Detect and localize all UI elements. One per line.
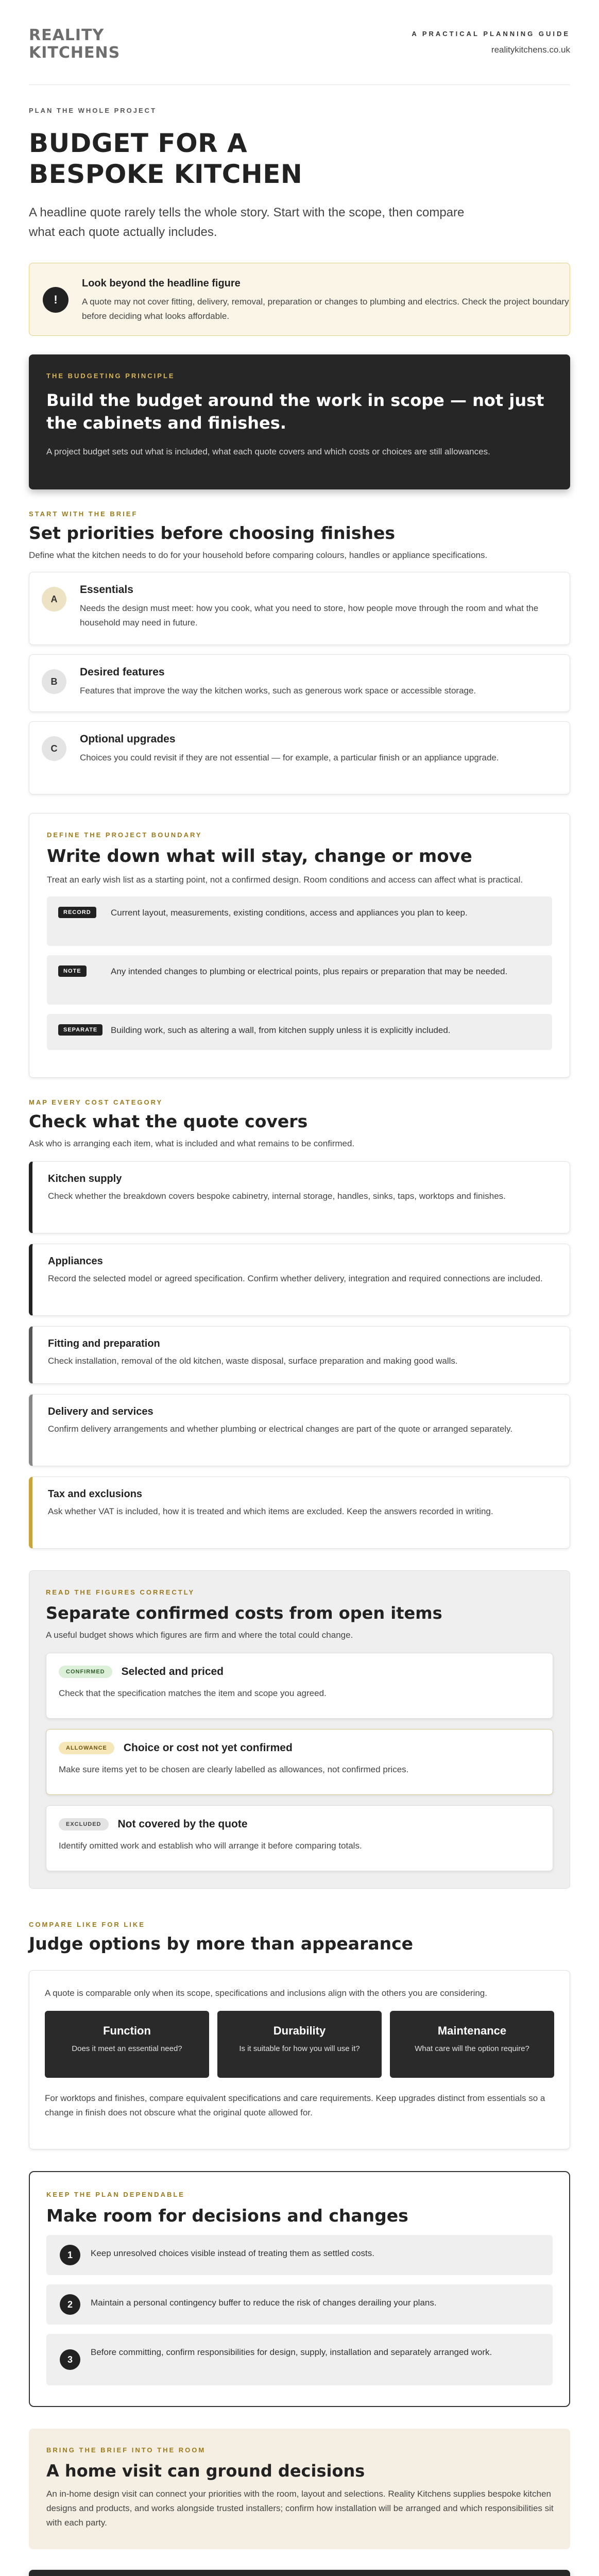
boundary-row-text: Any intended changes to plumbing or electrical points, plus repairs or preparation that may be needed. xyxy=(111,967,508,976)
budgeting-principle-card xyxy=(29,354,570,489)
figures-title: Separate confirmed costs from open items xyxy=(46,1603,442,1623)
excluded-badge: EXCLUDED xyxy=(59,1818,109,1831)
boundary-row-note xyxy=(47,955,552,1005)
notice-title: Look beyond the headline figure xyxy=(82,278,241,289)
logo-line-1: REALITY xyxy=(29,26,105,44)
site-url-link[interactable]: realitykitchens.co.uk xyxy=(491,45,570,55)
priority-card-essentials xyxy=(29,572,570,645)
coverage-card-body: Ask whether VAT is included, how it is treated and which items are excluded. Keep the answers recorded in writing. xyxy=(48,1506,493,1516)
site-header xyxy=(29,0,570,85)
home-visit-section xyxy=(29,2429,570,2549)
figure-card-title: Not covered by the quote xyxy=(117,1818,248,1830)
coverage-title: Check what the quote covers xyxy=(29,1111,308,1131)
boundary-title: Write down what will stay, change or move xyxy=(47,846,472,867)
separate-tag: SEPARATE xyxy=(58,1024,102,1036)
step-number: 2 xyxy=(60,2294,80,2315)
allowance-badge: ALLOWANCE xyxy=(59,1742,114,1754)
figure-card-head xyxy=(59,1818,540,1831)
project-boundary-section xyxy=(29,813,570,1078)
header-meta xyxy=(412,30,570,55)
hero-intro: A headline quote rarely tells the whole story. Start with the scope, then compare what each quote actually includes. xyxy=(29,206,465,239)
figure-card-body: Check that the specification matches the item and scope you agreed. xyxy=(59,1688,327,1698)
compare-card xyxy=(29,1970,570,2149)
coverage-card-title: Appliances xyxy=(48,1256,103,1267)
coverage-card-appliances xyxy=(29,1244,570,1316)
tile-title: Function xyxy=(103,2024,151,2037)
priority-title: Desired features xyxy=(80,666,165,678)
figure-card-title: Selected and priced xyxy=(121,1666,224,1677)
compare-eyebrow: COMPARE LIKE FOR LIKE xyxy=(29,1921,145,1928)
coverage-card-title: Tax and exclusions xyxy=(48,1488,143,1500)
tile-maintenance xyxy=(390,2011,554,2078)
tile-function xyxy=(45,2011,209,2078)
coverage-card-fitting xyxy=(29,1326,570,1384)
decisions-title: Make room for decisions and changes xyxy=(46,2206,408,2226)
tile-title: Maintenance xyxy=(437,2024,507,2037)
tile-question: Does it meet an essential need? xyxy=(72,2044,182,2053)
decision-text: Keep unresolved choices visible instead of treating them as settled costs. xyxy=(91,2248,374,2258)
priority-card-optional xyxy=(29,721,570,794)
tile-durability xyxy=(217,2011,382,2078)
title-line-2: BESPOKE KITCHEN xyxy=(29,159,303,189)
figures-section xyxy=(29,1570,570,1889)
figure-card-excluded xyxy=(46,1805,553,1871)
exclamation-icon: ! xyxy=(43,287,69,313)
compare-intro: A quote is comparable only when its scope, specifications and inclusions align with the others you are considering. xyxy=(45,1988,487,1998)
hero-section xyxy=(29,85,570,242)
title-line-1: BUDGET FOR A xyxy=(29,128,248,158)
decision-row-2 xyxy=(46,2284,553,2325)
coverage-card-body: Check installation, removal of the old kitchen, waste disposal, surface preparation and making good walls. xyxy=(48,1356,458,1366)
priorities-section xyxy=(29,510,570,794)
figures-eyebrow: READ THE FIGURES CORRECTLY xyxy=(46,1588,195,1596)
note-tag: NOTE xyxy=(58,965,87,977)
coverage-card-title: Delivery and services xyxy=(48,1406,153,1417)
headline-notice xyxy=(29,263,570,336)
figure-card-head xyxy=(59,1666,540,1678)
boundary-row-text: Building work, such as altering a wall, from kitchen supply unless it is explicitly included. xyxy=(111,1025,451,1035)
coverage-lead: Ask who is arranging each item, what is included and what remains to be confirmed. xyxy=(29,1139,355,1148)
figure-card-title: Choice or cost not yet confirmed xyxy=(123,1742,293,1754)
priority-title: Optional upgrades xyxy=(80,733,176,745)
quote-coverage-section xyxy=(29,1098,570,1549)
boundary-eyebrow: DEFINE THE PROJECT BOUNDARY xyxy=(47,831,202,839)
coverage-card-body: Check whether the breakdown covers bespoke cabinetry, internal storage, handles, sinks, taps, worktops and finishes. xyxy=(48,1191,506,1201)
priority-card-desired xyxy=(29,654,570,712)
coverage-card-title: Fitting and preparation xyxy=(48,1338,160,1349)
figure-card-body: Make sure items yet to be chosen are clearly labelled as allowances, not confirmed prices. xyxy=(59,1765,409,1774)
compare-title: Judge options by more than appearance xyxy=(29,1934,414,1954)
decision-text: Maintain a personal contingency buffer to reduce the risk of changes derailing your plans. xyxy=(91,2298,437,2308)
coverage-card-body: Record the selected model or agreed specification. Confirm whether delivery, integration and required connections are included. xyxy=(48,1274,543,1283)
coverage-card-delivery xyxy=(29,1394,570,1466)
boundary-row-record xyxy=(47,896,552,946)
decision-row-1 xyxy=(46,2235,553,2275)
logo-line-2: KITCHENS xyxy=(29,44,121,62)
budget-checklist xyxy=(29,2570,570,2576)
coverage-card-kitchen-supply xyxy=(29,1161,570,1233)
compare-section xyxy=(29,1921,570,2149)
priorities-eyebrow: START WITH THE BRIEF xyxy=(29,510,138,518)
decisions-eyebrow: KEEP THE PLAN DEPENDABLE xyxy=(46,2191,185,2198)
logo[interactable] xyxy=(29,27,132,62)
priority-letter: B xyxy=(42,669,66,694)
record-tag: RECORD xyxy=(58,907,96,918)
priority-letter: C xyxy=(42,736,66,761)
decision-text: Before committing, confirm responsibilities for design, supply, installation and separately arranged work. xyxy=(91,2347,492,2357)
principle-eyebrow: THE BUDGETING PRINCIPLE xyxy=(46,372,175,380)
coverage-card-title: Kitchen supply xyxy=(48,1173,122,1184)
coverage-card-tax xyxy=(29,1477,570,1549)
notice-body: A quote may not cover fitting, delivery, removal, preparation or changes to plumbing and electrics. Check the project boundary before deciding what looks affordable. xyxy=(82,297,569,321)
hero-eyebrow: PLAN THE WHOLE PROJECT xyxy=(29,107,157,114)
homevisit-title: A home visit can ground decisions xyxy=(46,2461,365,2481)
coverage-eyebrow: MAP EVERY COST CATEGORY xyxy=(29,1098,163,1106)
boundary-row-separate xyxy=(47,1014,552,1050)
principle-title: Build the budget around the work in scope — not just the cabinets and finishes. xyxy=(46,391,544,433)
criteria-tiles xyxy=(45,2011,554,2078)
step-number: 3 xyxy=(60,2349,80,2370)
tile-title: Durability xyxy=(273,2024,326,2037)
priority-body: Choices you could revisit if they are not essential — for example, a particular finish or an appliance upgrade. xyxy=(80,753,499,762)
tile-question: Is it suitable for how you will use it? xyxy=(239,2044,360,2053)
boundary-row-text: Current layout, measurements, existing conditions, access and appliances you plan to keep. xyxy=(111,908,468,918)
guide-label: A PRACTICAL PLANNING GUIDE xyxy=(412,30,570,38)
principle-body: A project budget sets out what is included, what each quote covers and which costs or choices are still allowances. xyxy=(46,447,490,456)
confirmed-badge: CONFIRMED xyxy=(59,1666,112,1678)
step-number: 1 xyxy=(60,2245,80,2265)
decision-row-3 xyxy=(46,2334,553,2385)
tile-question: What care will the option require? xyxy=(415,2044,529,2053)
decisions-section xyxy=(29,2171,570,2407)
figures-lead: A useful budget shows which figures are firm and where the total could change. xyxy=(46,1630,353,1640)
priority-body: Needs the design must meet: how you cook, what you need to store, how people move through the room and what the household may need in future. xyxy=(80,603,539,628)
figure-card-body: Identify omitted work and establish who will arrange it before comparing totals. xyxy=(59,1841,362,1851)
priority-title: Essentials xyxy=(80,584,133,596)
compare-outro: For worktops and finishes, compare equivalent specifications and care requirements. Keep upgrades distinct from essentials so a change in finish does not obscure what the original quote allowed for. xyxy=(45,2093,545,2117)
priorities-title: Set priorities before choosing finishes xyxy=(29,523,396,543)
page-title xyxy=(29,128,570,190)
priority-letter: A xyxy=(42,587,66,612)
homevisit-eyebrow: BRING THE BRIEF INTO THE ROOM xyxy=(46,2446,206,2454)
priority-body: Features that improve the way the kitchen works, such as generous work space or accessible storage. xyxy=(80,686,476,696)
boundary-lead: Treat an early wish list as a starting point, not a confirmed design. Room conditions and access can affect what is practical. xyxy=(47,875,523,885)
figure-card-head xyxy=(59,1742,540,1754)
coverage-card-body: Confirm delivery arrangements and whether plumbing or electrical changes are part of the quote or arranged separately. xyxy=(48,1424,513,1434)
figure-card-confirmed xyxy=(46,1653,553,1719)
figure-card-allowance xyxy=(46,1729,553,1795)
homevisit-body: An in-home design visit can connect your priorities with the room, layout and selections. Reality Kitchens supplies bespoke kitchen designs and products, and works alongside trusted installers; confirm how installation will be arranged and which responsibilities sit with each party. xyxy=(46,2489,554,2528)
priorities-lead: Define what the kitchen needs to do for your household before comparing colours, handles or appliance specifications. xyxy=(29,550,488,560)
